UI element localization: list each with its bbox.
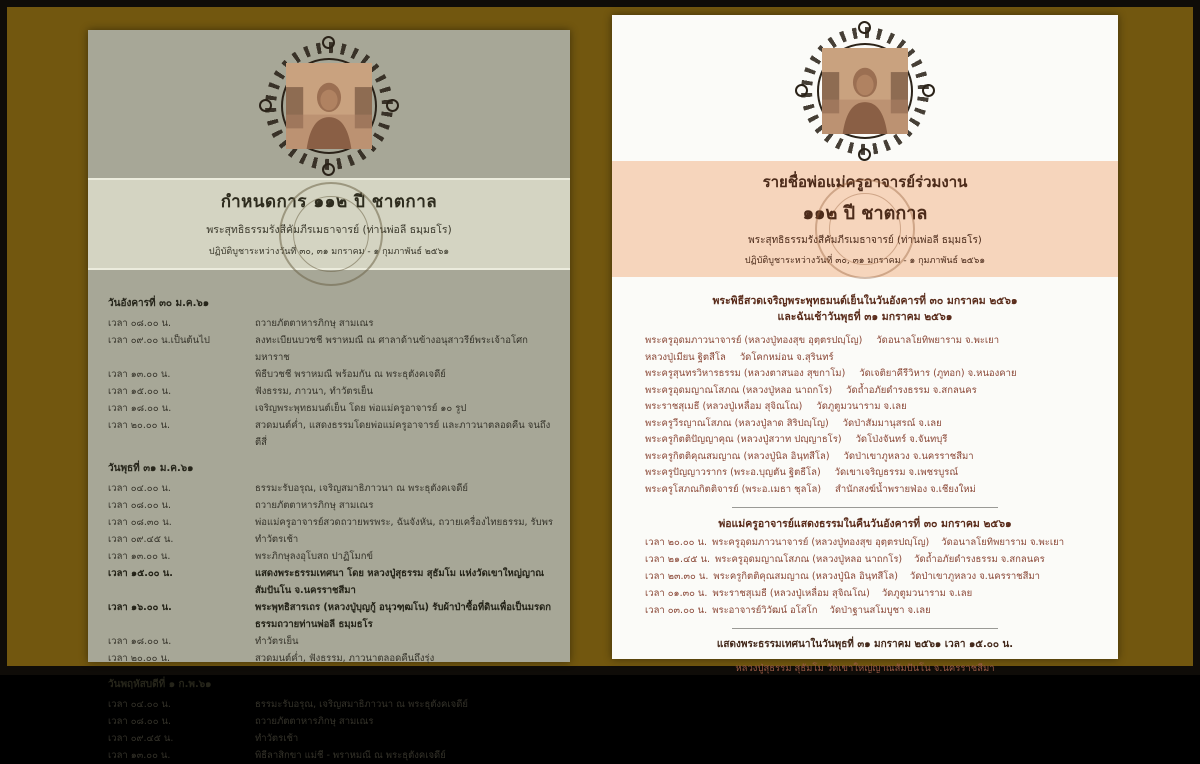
monk-temple: วัดโคกหม่อน จ.สุรินทร์ (739, 351, 834, 363)
talk-list-item (645, 568, 1118, 585)
monk-list-item (645, 399, 1118, 416)
schedule-activity: ทำวัตรเช้า (255, 534, 299, 545)
frame-finial-icon (922, 84, 935, 97)
talk-monk-name: พระครูอุดมญาณโสภณ (หลวงปู่หลอ นาถกโร) (714, 554, 903, 565)
frame-finial-icon (386, 99, 399, 112)
right-title-band (612, 161, 1118, 277)
schedule-activity: ลงทะเบียนบวชชี พราหมณี ณ ศาลาด้านข้างอนุสาวรีย์พระเจ้าอโศกมหาราช (255, 335, 528, 363)
day-3-rows (108, 696, 556, 764)
page-title-years: ๑๑๒ ปี ชาตกาล (802, 203, 928, 224)
schedule-row (108, 531, 556, 548)
talk-monk-temple: วัดป่าฐานสโมบูชา จ.เลย (829, 605, 931, 616)
monk-list (612, 325, 1118, 498)
schedule-activity: ทำวัตรเช้า (255, 733, 299, 744)
page-title: กำหนดการ ๑๑๒ ปี ชาตกาล (220, 192, 438, 212)
monk-name: พระราชสุเมธี (หลวงปู่เหลื่อม สุจิณโณ) (645, 401, 803, 412)
schedule-row (108, 633, 556, 650)
schedule-row (108, 332, 556, 366)
monk-list-item (645, 432, 1118, 449)
talk-time: เวลา ๒๑.๔๕ น. (645, 554, 710, 565)
monk-list-item (645, 350, 1118, 367)
schedule-time: เวลา ๐๘.๓๐ น. (108, 517, 172, 528)
talk-monk-temple: วัดภูตูมวนาราม จ.เลย (881, 588, 973, 599)
schedule-activity: ฟังธรรม, ภาวนา, ทำวัตรเย็น (255, 386, 373, 397)
talk-list-item (645, 551, 1118, 568)
schedule-activity: เจริญพระพุทธมนต์เย็น โดย พ่อแม่ครูอาจารย์ ๑๐ รูป (255, 403, 467, 414)
talk-monk-temple: วัดอนาลโยทิพยาราม จ.พะเยา (941, 537, 1065, 548)
divider-rule (732, 628, 998, 629)
schedule-time: เวลา ๑๘.๐๐ น. (108, 636, 172, 647)
talk-monk-temple: วัดถ้ำอภัยดำรงธรรม จ.สกลนคร (914, 554, 1045, 565)
schedule-row (108, 696, 556, 713)
schedule-time: เวลา ๐๙.๔๕ น. (108, 733, 174, 744)
schedule-time: เวลา ๑๖.๐๐ น. (108, 602, 172, 613)
monk-temple: วัดป่าสัมมานุสรณ์ จ.เลย (842, 417, 942, 429)
schedule-row (108, 480, 556, 497)
schedule-time: เวลา ๐๘.๐๐ น. (108, 716, 172, 727)
schedule-row (108, 383, 556, 400)
frame-finial-icon (259, 99, 272, 112)
schedule-activity: พระพุทธิสารเถร (หลวงปู่บุญกู้ อนุวฑฺฒโน) รับผ้าป่าซื้อที่ดินเพื่อเป็นมรดกธรรมถวายท่านพ่อลี ธมฺมธโร (255, 602, 552, 630)
monk-list-item (645, 366, 1118, 383)
monk-temple: วัดถ้ำอภัยดำรงธรรม จ.สกลนคร (846, 384, 977, 396)
day-2-rows (108, 480, 556, 667)
teachers-page (612, 15, 1118, 674)
talk-monk-name: พระอาจารย์วิวัฒน์ อโสโก (712, 605, 818, 616)
schedule-time: เวลา ๑๓.๐๐ น. (108, 369, 171, 380)
schedule-row (108, 747, 556, 764)
page-subtitle: พระสุทธิธรรมรังสีคัมภีรเมธาจารย์ (ท่านพ่อลี ธมฺมธโร) (748, 235, 982, 246)
page-date-range: ปฏิบัติบูชาระหว่างวันที่ ๓๐, ๓๑ มกราคม - ๑ กุมภาพันธ์ ๒๕๖๑ (208, 247, 450, 257)
divider-rule (732, 507, 998, 508)
talk-time: เวลา ๒๓.๓๐ น. (645, 571, 709, 582)
day-heading-1: วันอังคารที่ ๓๐ ม.ค.๖๑ (108, 298, 210, 309)
frame-finial-icon (322, 163, 335, 176)
talk-monk-name: พระราชสุเมธี (หลวงปู่เหลื่อม สุจิณโณ) (712, 588, 870, 599)
schedule-activity: สวดมนต์ค่ำ, ฟังธรรม, ภาวนาตลอดคืนถึงรุ่ง (255, 653, 435, 664)
schedule-activity: สวดมนต์ค่ำ, แสดงธรรมโดยพ่อแม่ครูอาจารย์ และภาวนาตลอดคืน จนถึงตีสี่ (255, 420, 551, 448)
schedule-row (108, 497, 556, 514)
section1-heading (612, 293, 1118, 325)
talk-list-item (645, 534, 1118, 551)
day-heading-3: วันพฤหัสบดีที่ ๑ ก.พ.๖๑ (108, 679, 212, 690)
schedule-row (108, 366, 556, 383)
schedule-row (108, 565, 556, 599)
frame-finial-icon (858, 148, 871, 161)
schedule-activity: ถวายภัตตาหารภิกษุ สามเณร (255, 716, 374, 727)
schedule-activity: แสดงพระธรรมเทศนา โดย หลวงปู่สุธรรม สุธัมโม แห่งวัดเขาใหญ่ญาณสัมปันโน จ.นครราชสีมา (255, 568, 545, 596)
monk-list-item (645, 416, 1118, 433)
schedule-activity: พ่อแม่ครูอาจารย์สวดถวายพรพระ, ฉันจังหัน, ถวายเครื่องไทยธรรม, รับพร (255, 517, 553, 528)
talk-monk-name: พระครูกิตติคุณสมญาณ (หลวงปู่นิล อินฺทสีโล) (713, 571, 898, 582)
talk-time: เวลา ๐๑.๓๐ น. (645, 588, 708, 599)
schedule-time: เวลา ๑๓.๐๐ น. (108, 750, 171, 761)
frame-finial-icon (795, 84, 808, 97)
schedule-time: เวลา ๐๘.๐๐ น. (108, 500, 172, 511)
monk-temple: วัดป่าเขาภูหลวง จ.นครราชสีมา (843, 450, 974, 462)
frame-finial-icon (858, 21, 871, 34)
sermon-footer-line1: แสดงพระธรรมเทศนาในวันพุธที่ ๓๑ มกราคม ๒๕๖๑ เวลา ๑๕.๐๐ น. (716, 639, 1014, 650)
monk-temple: วัดเจติยาคีรีวิหาร (ภูทอก) จ.หนองคาย (859, 368, 1017, 379)
monk-name: พระครูกิตติคุณสมญาณ (หลวงปู่นิล อินฺทสีโล) (645, 450, 830, 462)
monk-name: พระครูอุดมภาวนาจารย์ (หลวงปู่ทองสุข อุตฺตรปญฺโญ) (645, 335, 863, 346)
schedule-time: เวลา ๑๕.๐๐ น. (108, 568, 173, 579)
talk-monk-temple: วัดป่าเขาภูหลวง จ.นครราชสีมา (909, 571, 1041, 582)
monk-photo (286, 63, 372, 149)
sermon-footer-line2: หลวงปู่สุธรรม สุธัมโม วัดเขาใหญ่ญาณสัมปันโน จ.นครราชสีมา (735, 663, 995, 674)
monk-temple: วัดภูตูมวนาราม จ.เลย (816, 401, 907, 412)
monk-photo (822, 48, 908, 134)
section1-heading-line1: พระพิธีสวดเจริญพระพุทธมนต์เย็นในวันอังคารที่ ๓๐ มกราคม ๒๕๖๑ (712, 295, 1018, 307)
schedule-row (108, 514, 556, 531)
left-title-band (88, 178, 570, 270)
monk-name: พระครูอุดมญาณโสภณ (หลวงปู่หลอ นาถกโร) (645, 384, 833, 396)
monk-name: พระครูวีรญาณโสภณ (หลวงปู่ลาด สิริปญฺโญ) (645, 417, 829, 429)
monk-list-item (645, 383, 1118, 400)
schedule-body (88, 270, 570, 764)
monk-list-item (645, 449, 1118, 466)
monk-list-item (645, 333, 1118, 350)
schedule-activity: ทำวัตรเย็น (255, 636, 299, 647)
schedule-row (108, 548, 556, 565)
schedule-activity: ธรรมะรับอรุณ, เจริญสมาธิภาวนา ณ พระธุตังคเจดีย์ (255, 483, 468, 494)
monk-portrait-right (801, 27, 929, 155)
schedule-activity: ถวายภัตตาหารภิกษุ สามเณร (255, 318, 374, 329)
talk-list-item (645, 602, 1118, 619)
schedule-time: เวลา ๐๘.๐๐ น. (108, 318, 172, 329)
section2-heading: พ่อแม่ครูอาจารย์แสดงธรรมในคืนวันอังคารที่ ๓๐ มกราคม ๒๕๖๑ (718, 518, 1012, 530)
schedule-row (108, 315, 556, 332)
page-date-range: ปฏิบัติบูชาระหว่างวันที่ ๓๐, ๓๑ มกราคม - ๑ กุมภาพันธ์ ๒๕๖๑ (744, 256, 986, 266)
schedule-activity: พิธีลาสิกขา แม่ชี - พราหมณี ณ พระธุตังคเจดีย์ (255, 750, 446, 761)
schedule-row (108, 417, 556, 451)
night-talks-list (612, 532, 1118, 619)
monk-name: หลวงปู่เมียน ฐิตสีโล (645, 351, 726, 363)
schedule-time: เวลา ๐๙.๐๐ น.เป็นต้นไป (108, 335, 210, 346)
schedule-activity: ถวายภัตตาหารภิกษุ สามเณร (255, 500, 374, 511)
monk-name: พระครูกิตติปัญญาคุณ (หลวงปู่สวาท ปญฺญาธโร) (645, 434, 842, 445)
monk-temple: สำนักสงฆ์น้ำพรายฟ่อง จ.เชียงใหม่ (835, 483, 976, 495)
schedule-row (108, 650, 556, 667)
frame-finial-icon (322, 36, 335, 49)
schedule-activity: ธรรมะรับอรุณ, เจริญสมาธิภาวนา ณ พระธุตังคเจดีย์ (255, 699, 468, 710)
schedule-activity: พิธีบวชชี พราหมณี พร้อมกัน ณ พระธุตังคเจดีย์ (255, 369, 446, 380)
monk-temple: วัดอนาลโยทิพยาราม จ.พะเยา (876, 335, 1000, 346)
brown-backdrop (7, 7, 1193, 761)
schedule-time: เวลา ๒๐.๐๐ น. (108, 420, 170, 431)
schedule-time: เวลา ๐๙.๔๕ น. (108, 534, 174, 545)
schedule-row (108, 400, 556, 417)
schedule-row (108, 599, 556, 633)
monk-temple: วัดเขาเจริญธรรม จ.เพชรบูรณ์ (834, 467, 959, 478)
schedule-time: เวลา ๒๐.๐๐ น. (108, 653, 170, 664)
schedule-row (108, 713, 556, 730)
schedule-activity: พระภิกษุลงอุโบสถ ปาฏิโมกข์ (255, 551, 373, 562)
day-heading-2: วันพุธที่ ๓๑ ม.ค.๖๑ (108, 463, 194, 474)
monk-list-item (645, 482, 1118, 499)
page-title: รายชื่อพ่อแม่ครูอาจารย์ร่วมงาน (762, 173, 968, 191)
schedule-page (88, 30, 570, 761)
schedule-time: เวลา ๑๕.๐๐ น. (108, 386, 172, 397)
page-subtitle: พระสุทธิธรรมรังสีคัมภีรเมธาจารย์ (ท่านพ่อลี ธมฺมธโร) (206, 224, 452, 236)
talk-time: เวลา ๐๓.๐๐ น. (645, 605, 708, 616)
schedule-time: เวลา ๑๘.๐๐ น. (108, 403, 172, 414)
monk-name: พระครูสุนทรวิหารธรรม (หลวงตาสนอง สุขกาโม) (645, 368, 846, 379)
section1-heading-line2: และฉันเช้าวันพุธที่ ๓๑ มกราคม ๒๕๖๑ (777, 311, 953, 323)
schedule-time: เวลา ๐๔.๐๐ น. (108, 483, 171, 494)
monk-temple: วัดโป่งจันทร์ จ.จันทบุรี (855, 434, 948, 445)
talk-list-item (645, 585, 1118, 602)
talk-time: เวลา ๒๐.๐๐ น. (645, 537, 707, 548)
schedule-row (108, 730, 556, 747)
schedule-time: เวลา ๐๔.๐๐ น. (108, 699, 171, 710)
monk-portrait-left (265, 42, 393, 170)
monk-list-item (645, 465, 1118, 482)
monk-name: พระครูปัญญาวรากร (พระอ.บุญตัน ฐิตธีโล) (645, 467, 821, 478)
day-1-rows (108, 315, 556, 451)
talk-monk-name: พระครูอุดมภาวนาจารย์ (หลวงปู่ทองสุข อุตฺตรปญฺโญ) (711, 537, 930, 548)
monk-name: พระครูโสภณกิตติจารย์ (พระอ.เมธา ชุลโล) (645, 483, 822, 495)
schedule-time: เวลา ๑๓.๐๐ น. (108, 551, 171, 562)
